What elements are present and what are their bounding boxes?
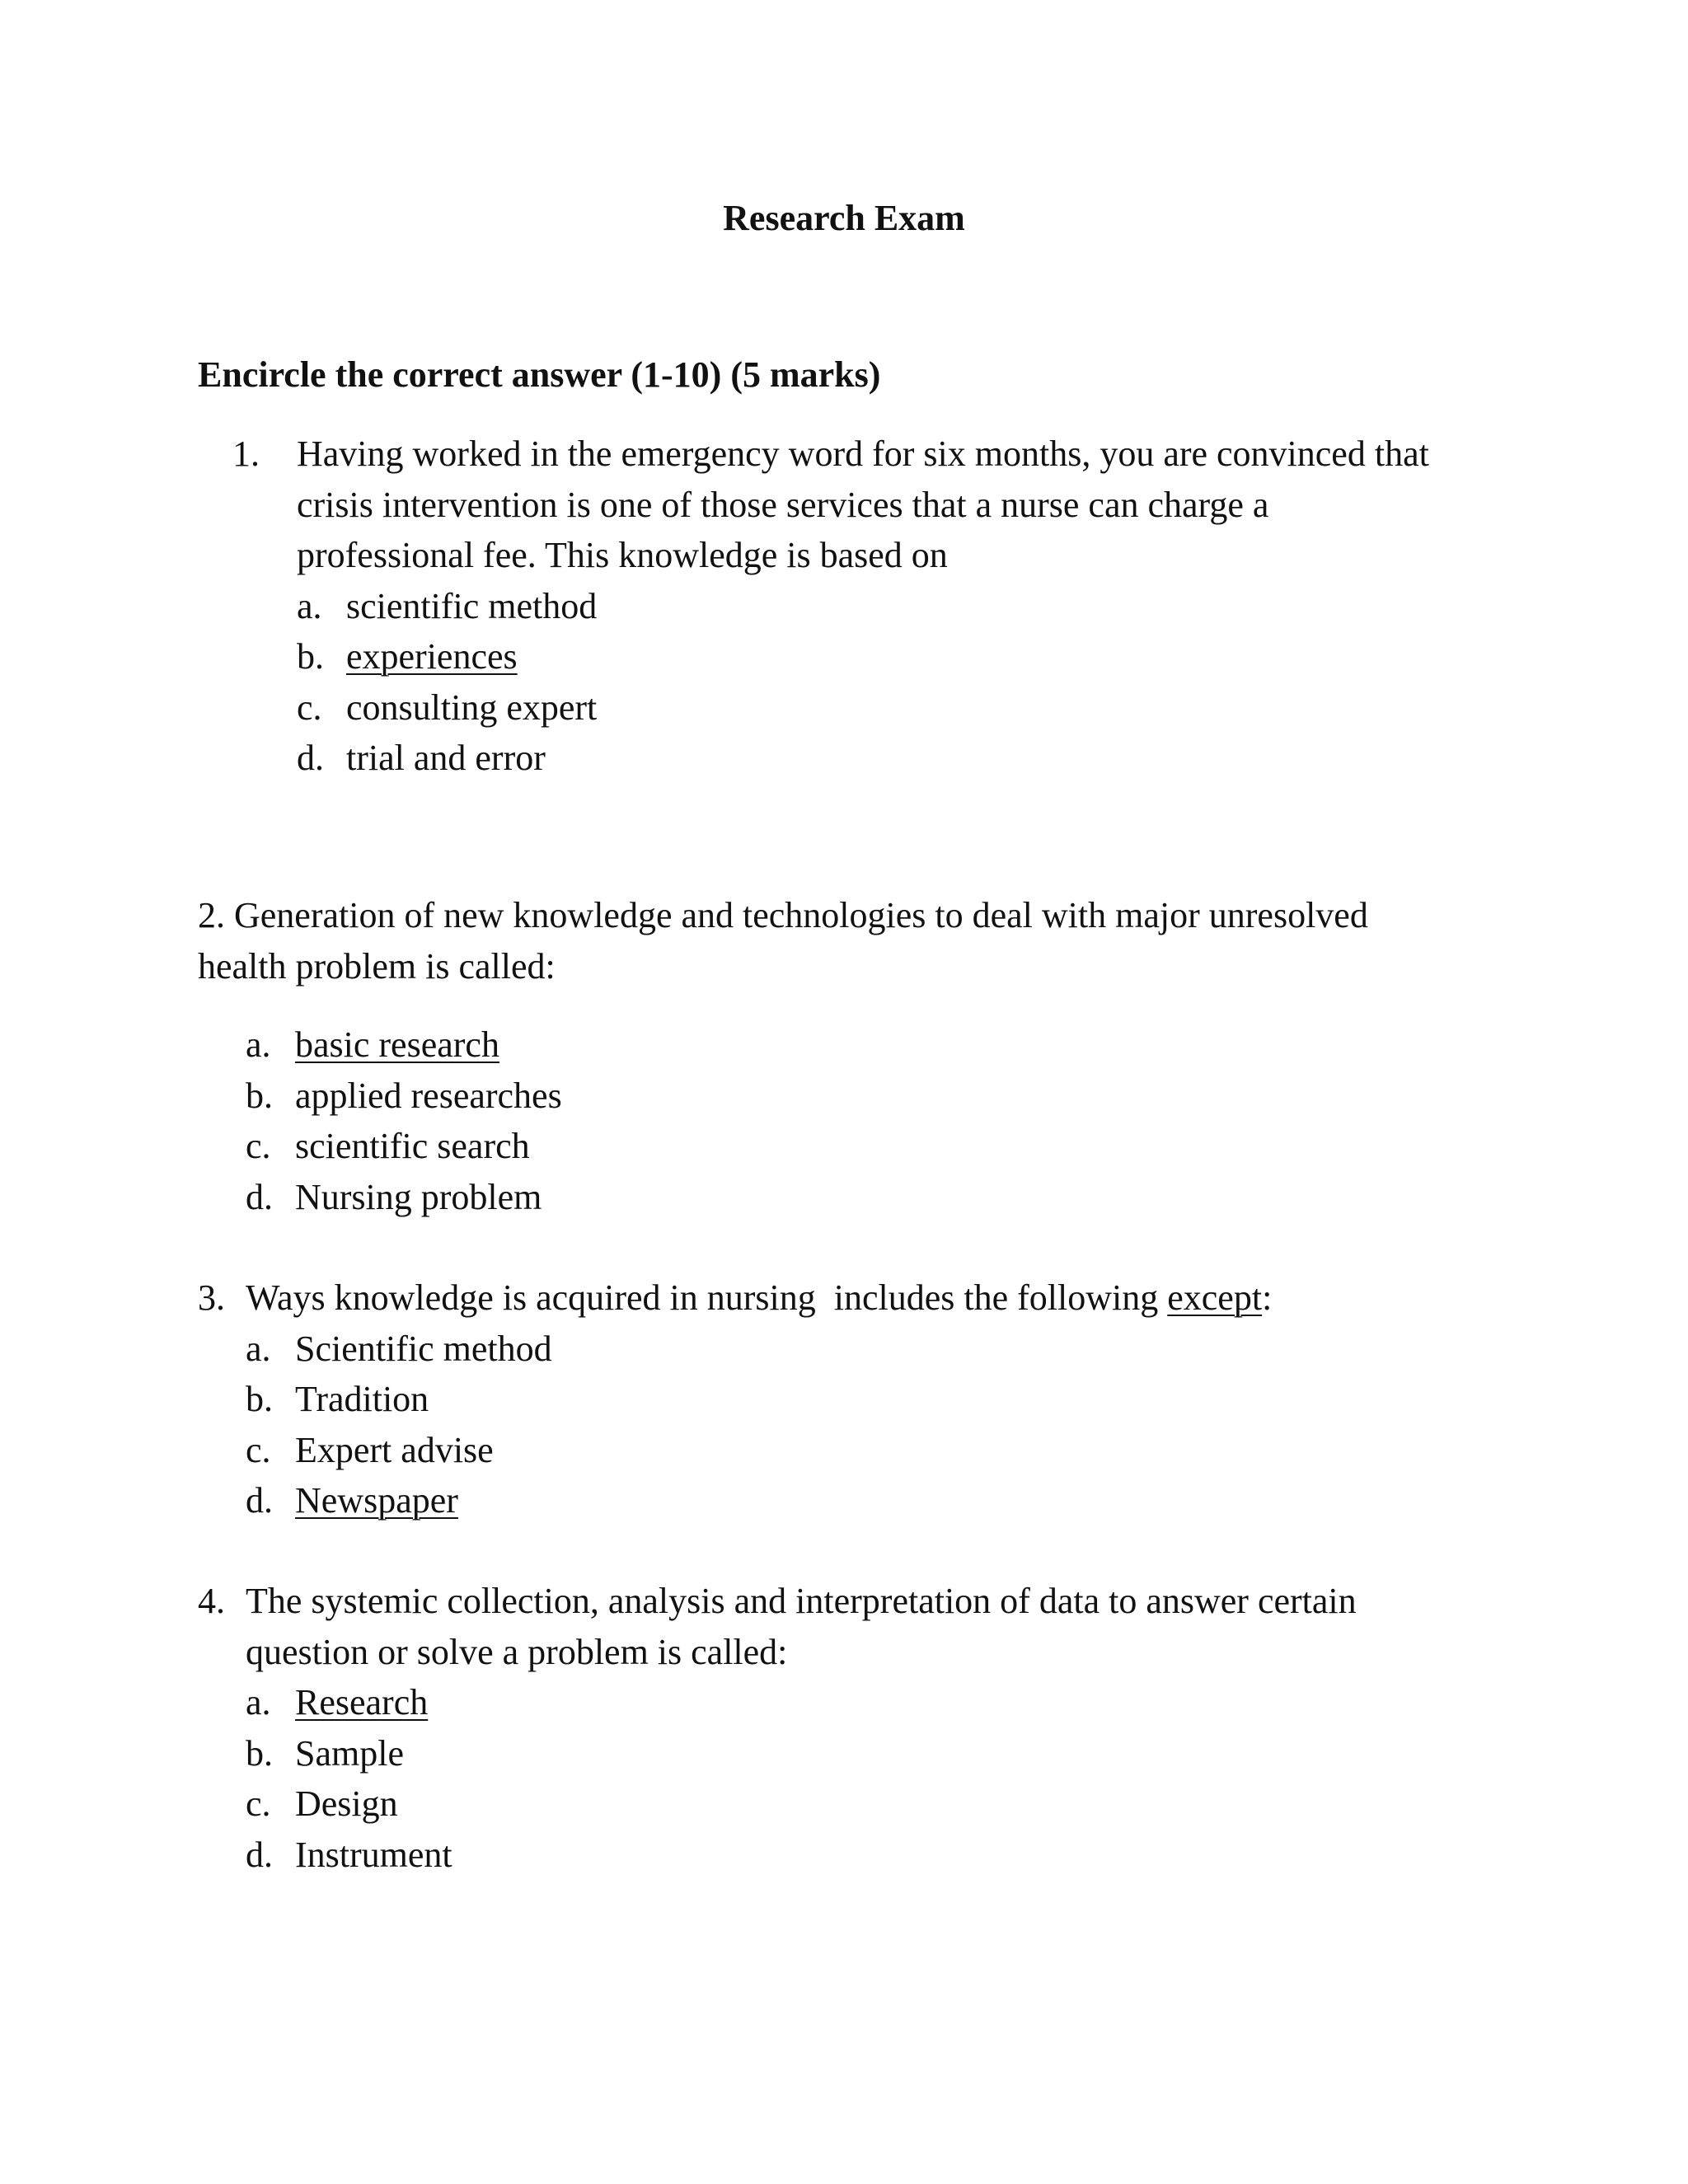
- page-title: Research Exam: [723, 198, 965, 238]
- option-text: Design: [295, 1783, 398, 1824]
- option-list: [246, 1677, 1451, 1880]
- question-text: [246, 1272, 1451, 1324]
- option-letter: c.: [246, 1783, 271, 1824]
- option-a[interactable]: [246, 1019, 1451, 1071]
- option-a[interactable]: [246, 1324, 1451, 1375]
- option-text: Nursing problem: [295, 1176, 542, 1217]
- instruction-heading: Encircle the correct answer (1-10) (5 marks): [198, 354, 881, 395]
- option-letter: d.: [246, 1176, 273, 1217]
- option-c[interactable]: [246, 1779, 1451, 1830]
- question-2: [198, 890, 1451, 1222]
- option-letter: d.: [297, 738, 324, 778]
- option-text: Scientific method: [295, 1328, 552, 1369]
- option-list: [246, 1324, 1451, 1526]
- option-text-underlined: Research: [295, 1682, 429, 1722]
- question-4: [198, 1576, 1451, 1880]
- question-text: The systemic collection, analysis and interpretation of data to answer certain question or solve a problem is called:: [246, 1581, 1357, 1672]
- option-letter: a.: [246, 1328, 271, 1369]
- option-letter: a.: [297, 585, 322, 626]
- option-text-underlined: Newspaper: [295, 1480, 458, 1521]
- question-number: 2.: [198, 895, 225, 935]
- option-c[interactable]: [246, 1121, 1451, 1172]
- option-text: consulting expert: [346, 687, 598, 728]
- question-text-emphasis: except: [1167, 1277, 1263, 1318]
- option-a[interactable]: [246, 1677, 1451, 1728]
- option-text: scientific method: [346, 585, 598, 626]
- option-letter: a.: [246, 1682, 271, 1722]
- option-letter: b.: [246, 1732, 273, 1774]
- option-list: [297, 581, 1452, 784]
- option-text-underlined: basic research: [295, 1024, 499, 1065]
- option-letter: c.: [297, 687, 322, 728]
- option-letter: b.: [246, 1075, 273, 1116]
- option-letter: d.: [246, 1834, 273, 1875]
- question-3: [198, 1272, 1451, 1526]
- option-letter: a.: [246, 1024, 271, 1065]
- option-b[interactable]: [246, 1728, 1451, 1779]
- option-d[interactable]: [246, 1830, 1451, 1881]
- option-text: scientific search: [295, 1126, 530, 1166]
- option-letter: d.: [246, 1480, 273, 1521]
- option-d[interactable]: [297, 733, 1452, 784]
- question-number: 3.: [198, 1277, 225, 1318]
- option-letter: b.: [246, 1379, 273, 1419]
- option-letter: c.: [246, 1429, 271, 1470]
- question-number: 1.: [232, 434, 260, 474]
- option-b[interactable]: [246, 1374, 1451, 1425]
- question-text: Having worked in the emergency word for six months, you are convinced that crisis intervention is one of those services that a nurse can charge a professional fee. This knowledge is based on: [297, 434, 1429, 575]
- option-letter: c.: [246, 1126, 271, 1166]
- option-text: Sample: [295, 1732, 404, 1774]
- option-text: applied researches: [295, 1075, 562, 1116]
- option-a[interactable]: [297, 581, 1452, 632]
- option-d[interactable]: [246, 1475, 1451, 1526]
- question-1: [232, 429, 1452, 784]
- option-b[interactable]: [297, 631, 1452, 682]
- option-list: [246, 1019, 1451, 1222]
- question-text-end: :: [1262, 1277, 1273, 1318]
- question-stem: [198, 890, 1451, 991]
- option-d[interactable]: [246, 1172, 1451, 1223]
- option-text: Expert advise: [295, 1429, 494, 1470]
- option-text: trial and error: [346, 738, 546, 778]
- question-number: 4.: [198, 1581, 225, 1621]
- option-text-underlined: experiences: [346, 636, 518, 677]
- option-c[interactable]: [297, 682, 1452, 733]
- question-text-main: Ways knowledge is acquired in nursing includes the following: [246, 1277, 1168, 1318]
- option-text: Tradition: [295, 1379, 429, 1419]
- option-b[interactable]: [246, 1071, 1451, 1122]
- option-text: Instrument: [295, 1834, 452, 1875]
- question-text: Generation of new knowledge and technologies to deal with major unresolved health problem is called:: [198, 895, 1368, 987]
- option-c[interactable]: [246, 1425, 1451, 1476]
- option-letter: b.: [297, 636, 324, 677]
